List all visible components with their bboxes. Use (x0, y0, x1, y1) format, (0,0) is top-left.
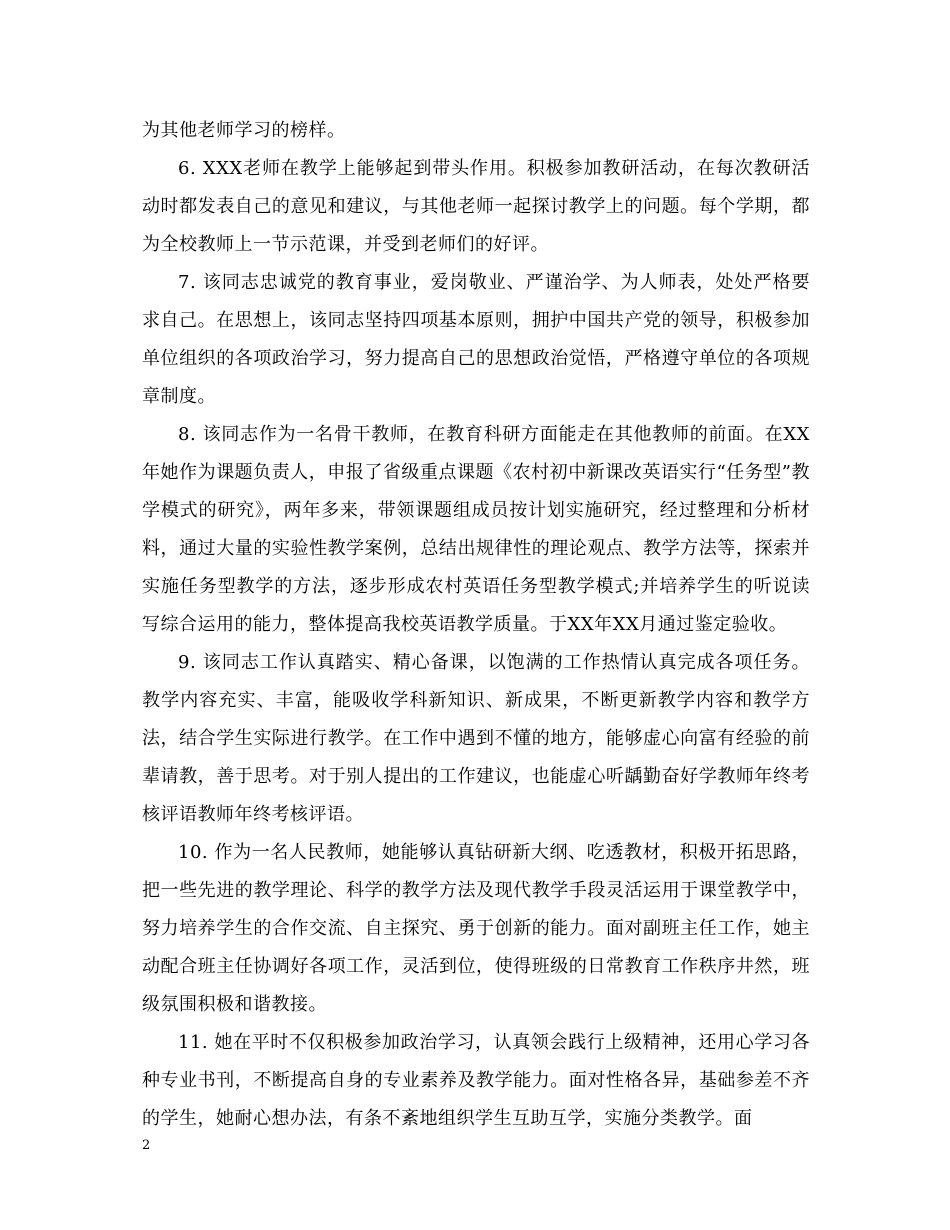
paragraph-continuation: 为其他老师学习的榜样。 (142, 120, 346, 141)
paragraph-item-10: 10. 作为一名人民教师，她能够认真钻研新大纲、吃透教材，积极开拓思路，把一些先进的教学理论、科学的教学方法及现代教学手段灵活运用于课堂教学中，努力培养学生的合作交流、自主探究、勇于创新的能力。面对副班主任工作，她主动配合班主任协调好各项工作，灵活到位，使得班级的日常教育工作秩序井然，班级氛围积极和谐教接。 (142, 842, 810, 1015)
paragraph-item-9: 9. 该同志工作认真踏实、精心备课，以饱满的工作热情认真完成各项任务。教学内容充实、丰富，能吸收学科新知识、新成果，不断更新教学内容和教学方法，结合学生实际进行教学。在工作中遇到不懂的地方，能够虚心向富有经验的前辈请教，善于思考。对于别人提出的工作建议，也能虚心听龋勤奋好学教师年终考核评语教师年终考核评语。 (142, 652, 810, 825)
page-number: 2 (142, 1138, 151, 1153)
body-text (142, 112, 810, 1138)
paragraph-item-11: 11. 她在平时不仅积极参加政治学习，认真领会践行上级精神，还用心学习各种专业书刊，不断提高自身的专业素养及教学能力。面对性格各异，基础参差不齐的学生，她耐心想办法，有条不紊地组织学生互助互学，实施分类教学。面 (142, 1032, 810, 1129)
paragraph-item-7: 7. 该同志忠诚党的教育事业，爱岗敬业、严谨治学、为人师表，处处严格要求自己。在思想上，该同志坚持四项基本原则，拥护中国共产党的领导，积极参加单位组织的各项政治学习，努力提高自己的思想政治觉悟，严格遵守单位的各项规章制度。 (142, 272, 810, 407)
paragraph-item-6: 6. XXX老师在教学上能够起到带头作用。积极参加教研活动，在每次教研活动时都发表自己的意见和建议，与其他老师一起探讨教学上的问题。每个学期，都为全校教师上一节示范课，并受到老师们的好评。 (142, 158, 810, 255)
paragraph-item-8: 8. 该同志作为一名骨干教师，在教育科研方面能走在其他教师的前面。在XX年她作为课题负责人，申报了省级重点课题《农村初中新课改英语实行“任务型”教学模式的研究》，两年多来，带领课题组成员按计划实施研究，经过整理和分析材料，通过大量的实验性教学案例，总结出规律性的理论观点、教学方法等，探索并实施任务型教学的方法，逐步形成农村英语任务型教学模式;并培养学生的听说读写综合运用的能力，整体提高我校英语教学质量。于XX年XX月通过鉴定验收。 (142, 424, 810, 635)
